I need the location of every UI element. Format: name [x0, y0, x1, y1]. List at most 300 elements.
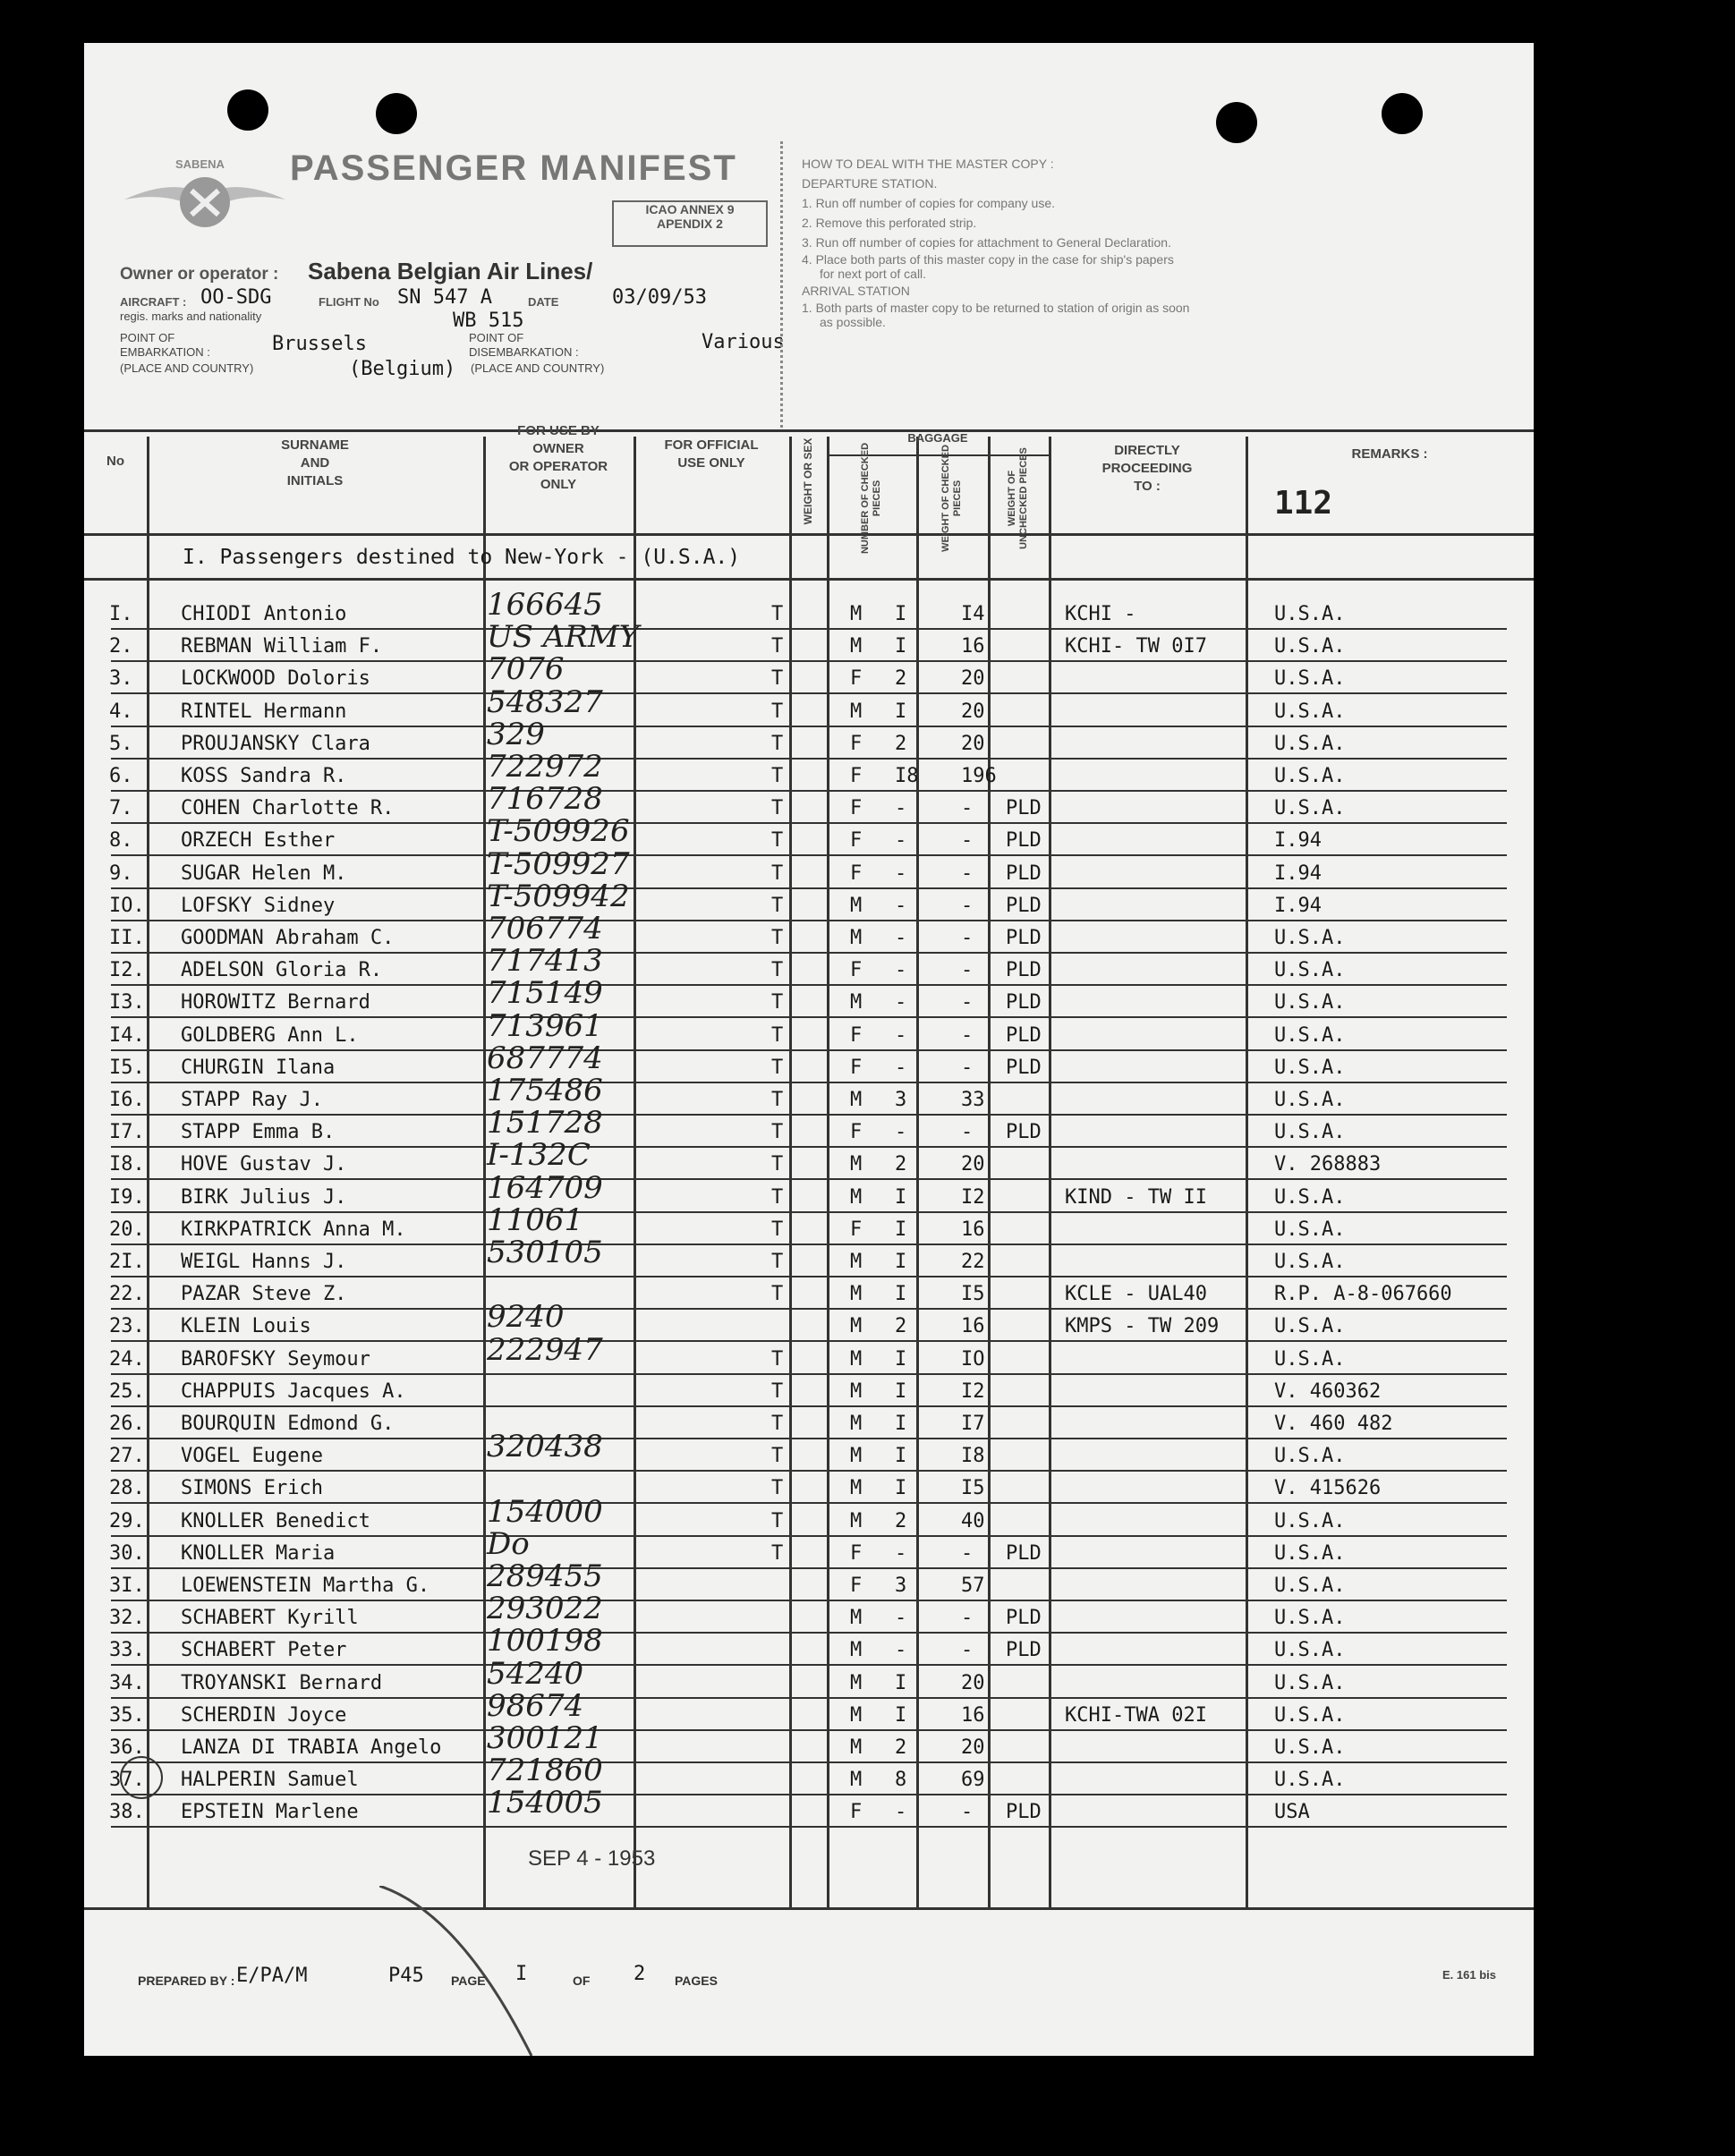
passenger-name: STAPP Emma B.	[181, 1121, 336, 1144]
checked-weight: I8	[961, 1445, 985, 1468]
checked-pieces: 2	[895, 732, 907, 755]
remarks: V. 415626	[1274, 1477, 1382, 1500]
owner-reference: 300121	[487, 1720, 603, 1756]
sex: M	[850, 1315, 863, 1338]
row-rule	[111, 1114, 1507, 1116]
table-row	[84, 1073, 1534, 1117]
official-mark: T	[771, 1089, 784, 1111]
row-number: I5.	[109, 1056, 145, 1079]
official-mark: T	[771, 1218, 784, 1241]
row-rule	[111, 1211, 1507, 1213]
unchecked: PLD	[1006, 1607, 1042, 1630]
sex: M	[850, 1153, 863, 1176]
row-rule	[111, 1761, 1507, 1763]
passenger-name: WEIGL Hanns J.	[181, 1251, 347, 1273]
unchecked: PLD	[1006, 991, 1042, 1014]
remarks: U.S.A.	[1274, 1121, 1346, 1144]
owner-reference: 715149	[487, 975, 603, 1012]
col-header-wt-checked: WEIGHT OF CHECKED PIECES	[940, 445, 963, 552]
col-header-wt-unchecked: WEIGHT OF UNCHECKED PIECES	[1007, 447, 1029, 549]
checked-weight: 20	[961, 1153, 985, 1176]
row-rule	[111, 790, 1507, 792]
of-value: 2	[634, 1963, 646, 1985]
remarks: U.S.A.	[1274, 1575, 1346, 1597]
checked-weight: -	[961, 927, 974, 949]
sex: M	[850, 1251, 863, 1273]
owner-reference: 7076	[487, 651, 565, 688]
remarks: U.S.A.	[1274, 959, 1346, 982]
prepared-label: PREPARED BY :	[138, 1974, 235, 1988]
owner-reference: 717413	[487, 943, 603, 980]
sex: M	[850, 1347, 863, 1371]
official-mark: T	[771, 1023, 784, 1047]
table-row	[84, 1279, 1534, 1311]
sex: F	[850, 732, 863, 755]
owner-reference: 154005	[487, 1785, 603, 1821]
remarks: U.S.A.	[1274, 635, 1346, 658]
checked-pieces: -	[895, 894, 907, 917]
remarks: U.S.A.	[1274, 1445, 1346, 1468]
pages-label: PAGES	[675, 1974, 718, 1988]
instruction-line: DEPARTURE STATION.	[802, 176, 938, 191]
table-row	[84, 1169, 1534, 1215]
table-row	[84, 1105, 1534, 1150]
table-row	[84, 1493, 1534, 1539]
unchecked: PLD	[1006, 1056, 1042, 1079]
remarks: I.94	[1274, 862, 1322, 885]
row-number: 5.	[109, 732, 133, 755]
passenger-name: REBMAN William F.	[181, 635, 383, 658]
row-number: 4.	[109, 700, 133, 723]
owner-reference: 329	[487, 716, 545, 752]
remarks: U.S.A.	[1274, 1509, 1346, 1532]
remarks: V. 460362	[1274, 1379, 1382, 1403]
official-mark: T	[771, 959, 784, 982]
checked-weight: 20	[961, 1736, 985, 1759]
owner-reference: 164709	[487, 1169, 603, 1206]
passenger-name: KNOLLER Benedict	[181, 1509, 370, 1532]
checked-weight: -	[961, 862, 974, 885]
instruction-line: 3. Run off number of copies for attachment to General Declaration.	[802, 235, 1171, 250]
remarks: U.S.A.	[1274, 603, 1346, 625]
official-mark: T	[771, 1445, 784, 1468]
row-rule	[111, 1632, 1507, 1634]
unchecked: PLD	[1006, 797, 1042, 820]
sex: M	[850, 1379, 863, 1403]
icao-line-2: APENDIX 2	[657, 216, 723, 231]
row-number: 38.	[109, 1801, 145, 1824]
checked-pieces: I	[895, 1477, 907, 1500]
table-row	[84, 1473, 1534, 1506]
checked-weight: 33	[961, 1089, 985, 1111]
row-number: 7.	[109, 797, 133, 820]
owner-reference: T-509942	[487, 878, 630, 914]
sex: M	[850, 1736, 863, 1759]
checked-weight: 196	[961, 765, 997, 787]
table-row	[84, 1623, 1534, 1668]
aircraft-value: OO-SDG	[200, 286, 272, 309]
table-row	[84, 1785, 1534, 1829]
checked-pieces: I	[895, 700, 907, 723]
checked-pieces: -	[895, 829, 907, 853]
proceeding-to: KCHI- TW 0I7	[1065, 635, 1207, 658]
checked-weight: 16	[961, 1703, 985, 1727]
official-mark: T	[771, 603, 784, 625]
row-rule	[111, 1405, 1507, 1407]
col-header-official: FOR OFFICIAL USE ONLY	[664, 437, 759, 471]
remarks: U.S.A.	[1274, 1218, 1346, 1241]
sex: F	[850, 1121, 863, 1144]
sex: M	[850, 1639, 863, 1662]
checked-weight: 69	[961, 1769, 985, 1792]
checked-weight: 20	[961, 732, 985, 755]
unchecked: PLD	[1006, 829, 1042, 853]
of-label: OF	[573, 1974, 591, 1988]
table-row	[84, 1235, 1534, 1279]
col-header-owner-use: FOR USE BY OWNER OR OPERATOR ONLY	[508, 423, 608, 492]
official-mark: T	[771, 991, 784, 1014]
remarks: U.S.A.	[1274, 1089, 1346, 1111]
sex: M	[850, 1089, 863, 1111]
instruction-line: 1. Both parts of master copy to be returned to station of origin as soon	[802, 301, 1190, 315]
remarks: U.S.A.	[1274, 1736, 1346, 1759]
passenger-name: LOFSKY Sidney	[181, 894, 336, 917]
row-rule	[111, 1826, 1507, 1828]
owner-reference: T-509926	[487, 813, 630, 850]
remarks: U.S.A.	[1274, 1769, 1346, 1792]
passenger-name: KNOLLER Maria	[181, 1541, 336, 1565]
owner-reference: 54240	[487, 1655, 584, 1692]
embark-sub: (PLACE AND COUNTRY)	[120, 361, 254, 375]
checked-weight: I2	[961, 1185, 985, 1209]
row-number: I6.	[109, 1089, 145, 1111]
row-number: 24.	[109, 1347, 145, 1371]
passenger-name: SCHERDIN Joyce	[181, 1703, 347, 1727]
remarks: U.S.A.	[1274, 1671, 1346, 1694]
passenger-name: HOVE Gustav J.	[181, 1153, 347, 1176]
passenger-name: KOSS Sandra R.	[181, 765, 347, 787]
owner-reference: 722972	[487, 749, 603, 785]
row-rule	[111, 692, 1507, 694]
proceeding-to: KCHI -	[1065, 603, 1136, 625]
passenger-list	[84, 43, 1534, 2056]
manifest-title: PASSENGER MANIFEST	[290, 149, 737, 188]
row-rule	[111, 1016, 1507, 1018]
row-number: 3I.	[109, 1575, 145, 1597]
owner-reference: 721860	[487, 1753, 603, 1789]
checked-pieces: I	[895, 1218, 907, 1241]
prepared-code: P45	[388, 1965, 424, 1987]
table-row	[84, 813, 1534, 858]
official-mark: T	[771, 1477, 784, 1500]
row-number: 35.	[109, 1703, 145, 1727]
checked-pieces: 2	[895, 1153, 907, 1176]
remarks: U.S.A.	[1274, 1023, 1346, 1047]
row-rule	[111, 1729, 1507, 1731]
row-number: 25.	[109, 1379, 145, 1403]
passenger-name: VOGEL Eugene	[181, 1445, 323, 1468]
sex: M	[850, 894, 863, 917]
row-rule	[111, 1178, 1507, 1180]
table-row	[84, 878, 1534, 923]
row-rule	[111, 628, 1507, 630]
owner-reference: 320438	[487, 1429, 603, 1465]
row-rule	[111, 822, 1507, 824]
owner-reference: 713961	[487, 1007, 603, 1044]
passenger-name: ORZECH Esther	[181, 829, 336, 853]
table-row	[84, 587, 1534, 632]
row-rule	[111, 1794, 1507, 1795]
checked-weight: -	[961, 959, 974, 982]
official-mark: T	[771, 927, 784, 949]
remarks: U.S.A.	[1274, 797, 1346, 820]
col-header-no: No	[106, 454, 124, 469]
instruction-line: 2. Remove this perforated strip.	[802, 216, 977, 230]
checked-weight: I5	[961, 1283, 985, 1306]
checked-pieces: I	[895, 635, 907, 658]
col-header-remarks: REMARKS :	[1351, 446, 1428, 462]
owner-reference: 687774	[487, 1040, 603, 1076]
table-row	[84, 1007, 1534, 1053]
row-number: I2.	[109, 959, 145, 982]
form-code: E. 161 bis	[1442, 1968, 1496, 1982]
remarks: V. 460 482	[1274, 1413, 1393, 1435]
official-mark: T	[771, 1283, 784, 1306]
row-rule	[111, 1146, 1507, 1148]
table-row	[84, 749, 1534, 794]
owner-reference: 175486	[487, 1073, 603, 1108]
checked-pieces: -	[895, 1121, 907, 1144]
checked-weight: 20	[961, 1671, 985, 1694]
table-row	[84, 1040, 1534, 1085]
passenger-name: BOURQUIN Edmond G.	[181, 1413, 395, 1435]
remarks: USA	[1274, 1801, 1310, 1824]
row-rule	[111, 1276, 1507, 1277]
owner-reference: Do	[487, 1525, 530, 1562]
table-row	[84, 975, 1534, 1020]
sex: F	[850, 1218, 863, 1241]
official-mark: T	[771, 1153, 784, 1176]
row-number: 2.	[109, 635, 133, 658]
table-row	[84, 1409, 1534, 1441]
table-row	[84, 1687, 1534, 1733]
row-rule	[111, 1697, 1507, 1699]
row-number: 30.	[109, 1541, 145, 1565]
sex: M	[850, 1607, 863, 1630]
owner-reference: 530105	[487, 1235, 603, 1270]
sex: M	[850, 635, 863, 658]
remarks: U.S.A.	[1274, 1185, 1346, 1209]
sex: F	[850, 797, 863, 820]
owner-reference: 11061	[487, 1201, 584, 1238]
checked-pieces: 3	[895, 1089, 907, 1111]
remarks: U.S.A.	[1274, 1056, 1346, 1079]
sex: M	[850, 603, 863, 625]
remarks: U.S.A.	[1274, 765, 1346, 787]
remarks: U.S.A.	[1274, 700, 1346, 723]
row-number: I9.	[109, 1185, 145, 1209]
row-number: 9.	[109, 862, 133, 885]
owner-reference: 9240	[487, 1299, 565, 1336]
row-number: 2I.	[109, 1251, 145, 1273]
remarks: R.P. A-8-067660	[1274, 1283, 1452, 1306]
passenger-name: PROUJANSKY Clara	[181, 732, 370, 755]
row-rule	[111, 726, 1507, 727]
row-rule	[111, 854, 1507, 856]
owner-reference: 548327	[487, 683, 603, 720]
row-number: 3.	[109, 667, 133, 691]
row-rule	[111, 1340, 1507, 1342]
passenger-name: BAROFSKY Seymour	[181, 1347, 370, 1371]
sex: F	[850, 959, 863, 982]
table-row	[84, 1525, 1534, 1571]
checked-weight: I2	[961, 1379, 985, 1403]
sex: F	[850, 1575, 863, 1597]
aircraft-label: AIRCRAFT :	[120, 295, 187, 309]
remarks: U.S.A.	[1274, 1315, 1346, 1338]
unchecked: PLD	[1006, 1639, 1042, 1662]
official-mark: T	[771, 894, 784, 917]
table-row	[84, 1429, 1534, 1473]
row-number: 32.	[109, 1607, 145, 1630]
section-title: I. Passengers destined to New-York - (U.S.A.)	[183, 546, 741, 569]
instruction-line: ARRIVAL STATION	[802, 284, 910, 298]
official-mark: T	[771, 700, 784, 723]
checked-pieces: 8	[895, 1769, 907, 1792]
checked-pieces: -	[895, 862, 907, 885]
table-row	[84, 911, 1534, 955]
owner-reference: 289455	[487, 1558, 603, 1594]
unchecked: PLD	[1006, 1023, 1042, 1047]
embark-label: POINT OF EMBARKATION :	[120, 331, 210, 359]
checked-weight: -	[961, 829, 974, 853]
official-mark: T	[771, 1509, 784, 1532]
checked-weight: -	[961, 1607, 974, 1630]
owner-reference: 98674	[487, 1687, 584, 1724]
proceeding-to: KCLE - UAL40	[1065, 1283, 1207, 1306]
owner-reference: US ARMY	[487, 619, 640, 656]
official-mark: T	[771, 1541, 784, 1565]
table-row	[84, 716, 1534, 761]
passenger-name: SCHABERT Peter	[181, 1639, 347, 1662]
checked-pieces: I	[895, 1445, 907, 1468]
official-mark: T	[771, 829, 784, 853]
flight-value-2: WB 515	[453, 310, 524, 332]
remarks-page-number: 112	[1274, 485, 1333, 522]
remarks: U.S.A.	[1274, 1639, 1346, 1662]
checked-weight: IO	[961, 1347, 985, 1371]
passenger-name: KIRKPATRICK Anna M.	[181, 1218, 406, 1241]
row-number: IO.	[109, 894, 145, 917]
row-number: I3.	[109, 991, 145, 1014]
sex: M	[850, 927, 863, 949]
row-rule	[111, 920, 1507, 921]
official-mark: T	[771, 1251, 784, 1273]
row-number: 33.	[109, 1639, 145, 1662]
checked-pieces: 2	[895, 1509, 907, 1532]
row-number: I.	[109, 603, 133, 625]
checked-weight: -	[961, 1121, 974, 1144]
sex: F	[850, 1056, 863, 1079]
row-number: 27.	[109, 1445, 145, 1468]
checked-weight: -	[961, 991, 974, 1014]
row-rule	[111, 1308, 1507, 1310]
remarks: U.S.A.	[1274, 1703, 1346, 1727]
proceeding-to: KMPS - TW 209	[1065, 1315, 1220, 1338]
sex: M	[850, 1509, 863, 1532]
row-number: 37.	[109, 1769, 145, 1792]
sex: F	[850, 862, 863, 885]
remarks: U.S.A.	[1274, 991, 1346, 1014]
passenger-name: CHURGIN Ilana	[181, 1056, 336, 1079]
checked-pieces: I8	[895, 765, 919, 787]
flight-value: SN 547 A	[397, 286, 492, 309]
row-rule	[111, 758, 1507, 760]
row-rule	[111, 1470, 1507, 1472]
proceeding-to: KIND - TW II	[1065, 1185, 1207, 1209]
checked-pieces: -	[895, 1639, 907, 1662]
checked-weight: -	[961, 797, 974, 820]
row-number: 28.	[109, 1477, 145, 1500]
table-row	[84, 1720, 1534, 1765]
owner-reference: T-509927	[487, 845, 630, 882]
unchecked: PLD	[1006, 1541, 1042, 1565]
col-header-num-checked: NUMBER OF CHECKED PIECES	[860, 442, 882, 555]
checked-pieces: -	[895, 959, 907, 982]
remarks: U.S.A.	[1274, 667, 1346, 691]
checked-weight: I7	[961, 1413, 985, 1435]
remarks: I.94	[1274, 829, 1322, 853]
row-number: II.	[109, 927, 145, 949]
row-number: 8.	[109, 829, 133, 853]
checked-weight: 22	[961, 1251, 985, 1273]
row-rule	[111, 1600, 1507, 1601]
official-mark: T	[771, 1056, 784, 1079]
checked-pieces: -	[895, 1801, 907, 1824]
sex: M	[850, 1283, 863, 1306]
table-row	[84, 1591, 1534, 1635]
checked-pieces: 2	[895, 1736, 907, 1759]
row-number: 34.	[109, 1671, 145, 1694]
owner-reference: 716728	[487, 781, 603, 818]
icao-line-1: ICAO ANNEX 9	[645, 202, 735, 216]
sex: M	[850, 1769, 863, 1792]
passenger-name: CHIODI Antonio	[181, 603, 347, 625]
row-number: I8.	[109, 1153, 145, 1176]
row-36-circle	[120, 1756, 163, 1799]
official-mark: T	[771, 797, 784, 820]
sex: M	[850, 1671, 863, 1694]
table-row	[84, 651, 1534, 696]
remarks: U.S.A.	[1274, 1251, 1346, 1273]
checked-pieces: 3	[895, 1575, 907, 1597]
row-rule	[111, 1438, 1507, 1439]
unchecked: PLD	[1006, 1121, 1042, 1144]
checked-pieces: I	[895, 1671, 907, 1694]
checked-weight: 40	[961, 1509, 985, 1532]
instruction-line: HOW TO DEAL WITH THE MASTER COPY :	[802, 157, 1054, 171]
owner-label: Owner or operator :	[120, 265, 279, 284]
remarks: U.S.A.	[1274, 1607, 1346, 1630]
passenger-name: TROYANSKI Bernard	[181, 1671, 383, 1694]
checked-weight: -	[961, 894, 974, 917]
sex: M	[850, 1477, 863, 1500]
passenger-name: SUGAR Helen M.	[181, 862, 347, 885]
official-mark: T	[771, 732, 784, 755]
checked-pieces: I	[895, 603, 907, 625]
table-row	[84, 619, 1534, 664]
owner-reference: 154000	[487, 1493, 603, 1530]
